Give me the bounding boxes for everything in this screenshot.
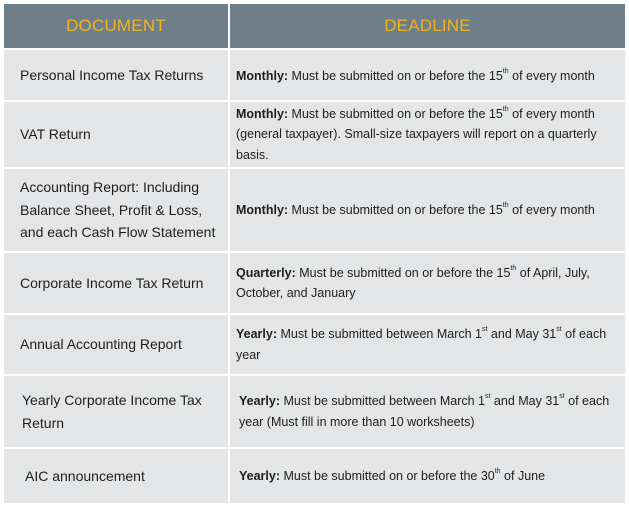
deadline-text: of June — [500, 468, 546, 483]
table-row — [4, 169, 625, 251]
ordinal-suffix: st — [481, 326, 488, 333]
frequency-label: Monthly: — [236, 106, 289, 121]
table-row — [4, 376, 625, 447]
deadline-text: of each year — [236, 327, 607, 362]
ordinal-suffix: st — [556, 326, 562, 333]
document-cell: AIC announcement — [4, 449, 228, 503]
deadline-text: Must be submitted on or before the 15 — [288, 106, 503, 121]
document-cell: Corporate Income Tax Return — [4, 253, 228, 313]
deadline-text: of every month — [508, 68, 595, 83]
table-row — [4, 449, 625, 503]
deadline-text: Must be submitted on or before the 15 — [288, 68, 503, 83]
deadline-cell — [230, 169, 625, 251]
document-cell: VAT Return — [4, 102, 228, 167]
ordinal-suffix: th — [502, 67, 509, 75]
ordinal-suffix: th — [510, 264, 517, 272]
table-row — [4, 50, 625, 100]
deadline-text: Must be submitted on or before the 15 — [295, 265, 511, 280]
frequency-label: Yearly: — [239, 468, 281, 483]
document-cell: Yearly Corporate Income Tax Return — [4, 376, 228, 447]
document-cell: Annual Accounting Report — [4, 315, 228, 374]
document-cell: Accounting Report: Including Balance Sheet, Profit & Loss, and each Cash Flow Statement — [4, 169, 228, 251]
table-row — [4, 253, 625, 313]
deadline-cell — [230, 50, 625, 100]
ordinal-suffix: st — [484, 393, 491, 400]
table-row — [4, 102, 625, 167]
document-cell: Personal Income Tax Returns — [4, 50, 228, 100]
deadline-text: Must be submitted on or before the 30 — [280, 468, 495, 483]
frequency-label: Monthly: — [236, 68, 289, 83]
frequency-label: Quarterly: — [236, 265, 296, 280]
frequency-label: Yearly: — [236, 327, 278, 341]
deadline-cell — [230, 102, 625, 167]
deadline-text: Must be submitted between March 1 — [280, 394, 485, 408]
ordinal-suffix: th — [502, 105, 509, 113]
frequency-label: Yearly: — [239, 394, 281, 408]
deadline-cell — [230, 449, 625, 503]
column-header-deadline: DEADLINE — [230, 4, 625, 48]
deadline-text: Must be submitted on or before the 15 — [288, 202, 503, 217]
table-row — [4, 315, 625, 374]
deadline-text: of April, July, October, and January — [236, 265, 590, 300]
deadline-text: and May 31 — [490, 394, 560, 408]
deadline-text: Must be submitted between March 1 — [277, 327, 482, 341]
deadline-text: of each year (Must fill in more than 10 worksheets) — [239, 394, 610, 429]
deadline-cell — [230, 315, 625, 374]
deadline-cell — [230, 253, 625, 313]
table-header-row — [4, 4, 625, 48]
deadline-table — [2, 2, 627, 505]
frequency-label: Monthly: — [236, 202, 289, 217]
deadline-cell — [230, 376, 625, 447]
deadline-text: of every month — [508, 202, 595, 217]
ordinal-suffix: th — [494, 467, 501, 475]
deadline-text: and May 31 — [487, 327, 557, 341]
ordinal-suffix: st — [559, 393, 565, 400]
deadline-text: of every month (general taxpayer). Small-size taxpayers will report on a quarterly basis. — [236, 106, 597, 162]
ordinal-suffix: th — [502, 201, 509, 209]
column-header-document: DOCUMENT — [4, 4, 228, 48]
